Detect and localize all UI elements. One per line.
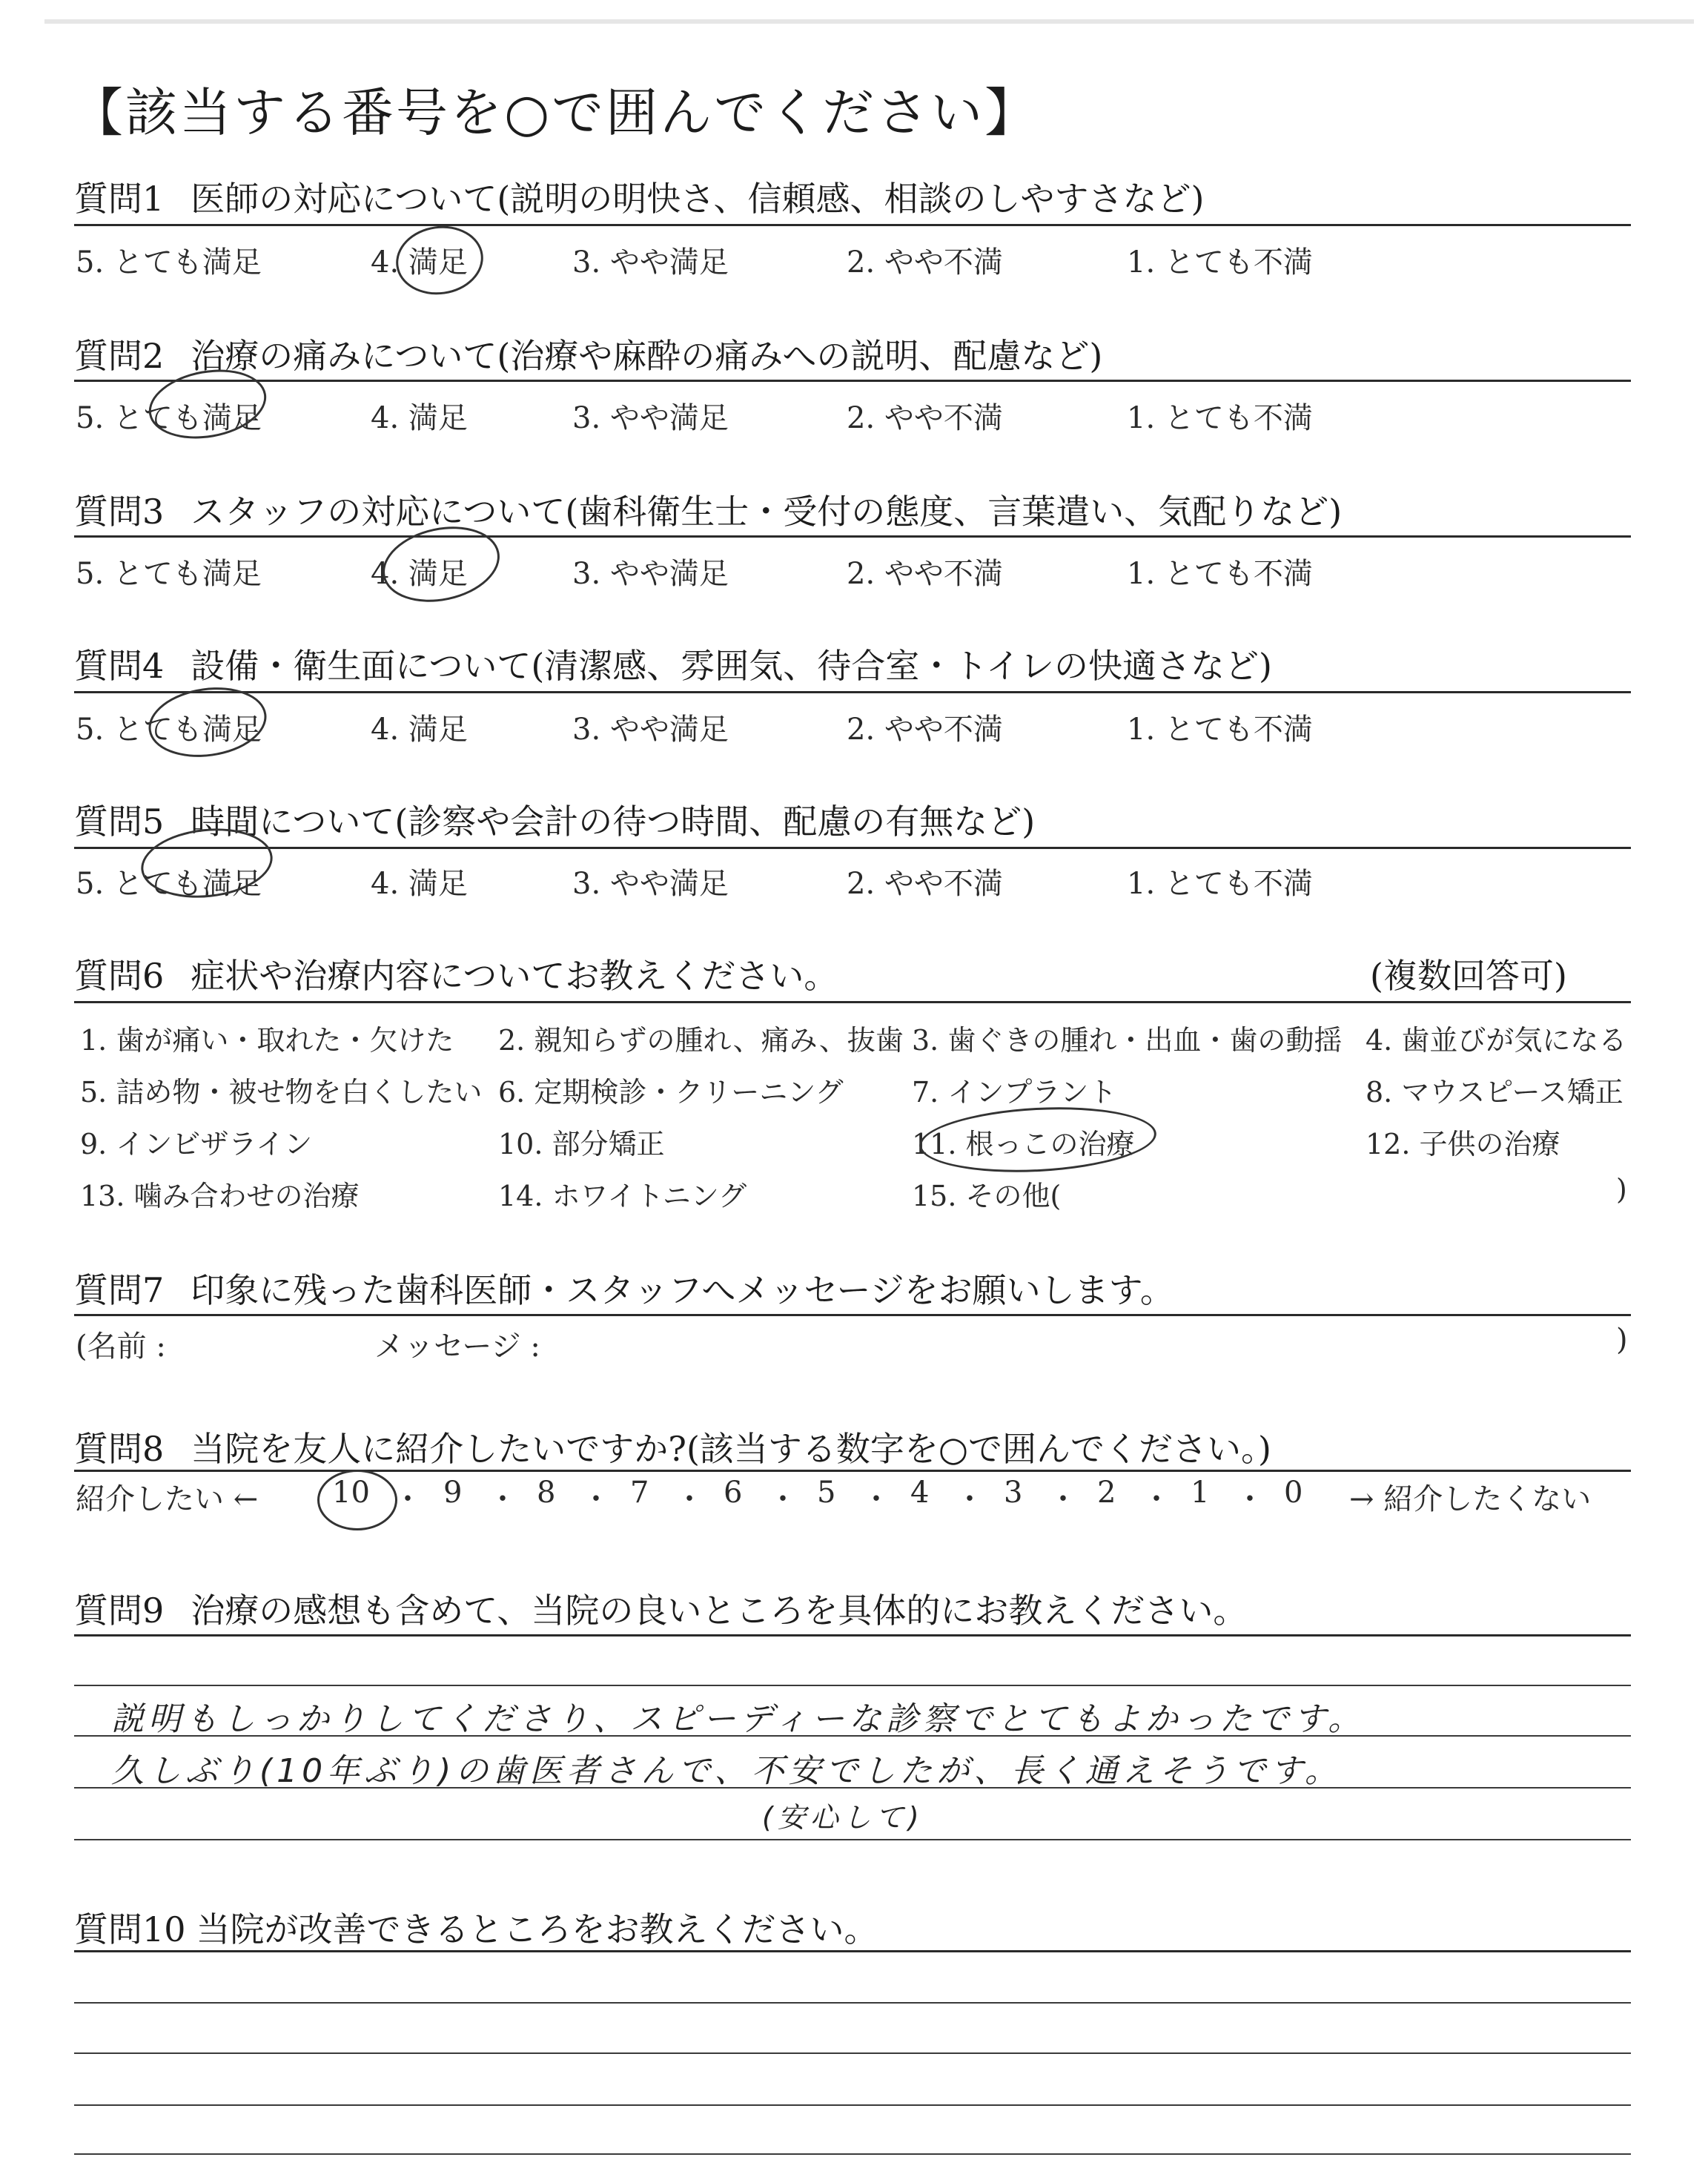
scale-dot: ・ — [768, 1482, 798, 1516]
q5-option-3[interactable]: 3. やや満足 — [572, 867, 729, 901]
top-edge — [44, 19, 1694, 24]
q6-option-12[interactable]: 12. 子供の治療 — [1366, 1128, 1560, 1160]
selection-circle — [317, 1470, 397, 1530]
q6-option-7[interactable]: 7. インプラント — [912, 1076, 1117, 1109]
handwritten-answer-line-3: (安心して) — [762, 1801, 924, 1834]
q4-option-5[interactable]: 5. とても満足 — [76, 713, 262, 747]
q6-option-3[interactable]: 3. 歯ぐきの腫れ・出血・歯の動揺 — [912, 1024, 1343, 1057]
question-text: 治療の痛みについて(治療や麻酔の痛みへの説明、配慮など) — [191, 336, 1103, 376]
scale-left-label: 紹介したい ← — [76, 1482, 259, 1516]
scale-10[interactable]: 10 — [332, 1476, 370, 1510]
q4-option-4[interactable]: 4. 満足 — [371, 713, 468, 747]
q3-option-4[interactable]: 4. 満足 — [371, 557, 468, 591]
q1-option-5[interactable]: 5. とても満足 — [76, 245, 262, 280]
question-7 — [74, 1264, 1174, 1312]
question-number: 質問1 — [74, 179, 165, 219]
selection-circle — [918, 1102, 1158, 1178]
q6-option-14[interactable]: 14. ホワイトニング — [498, 1180, 747, 1212]
scale-right-label: → 紹介したくない — [1349, 1482, 1592, 1516]
q6-option-4[interactable]: 4. 歯並びが気になる — [1366, 1024, 1627, 1057]
question-number: 質問8 — [74, 1429, 165, 1469]
q4-option-2[interactable]: 2. やや不満 — [847, 713, 1003, 747]
question-text: 当院が改善できるところをお教えください。 — [196, 1909, 878, 1949]
scale-dot: ・ — [675, 1482, 704, 1516]
scale-dot: ・ — [488, 1482, 517, 1516]
question-6 — [74, 949, 838, 998]
question-number: 質問4 — [74, 646, 165, 686]
answer-line — [74, 1685, 1631, 1686]
scale-3[interactable]: 3 — [1004, 1476, 1023, 1510]
q5-option-4[interactable]: 4. 満足 — [371, 867, 468, 901]
q6-other-close: ) — [1616, 1173, 1627, 1206]
question-text: 設備・衛生面について(清潔感、雰囲気、待合室・トイレの快適さなど) — [191, 646, 1272, 686]
q6-option-9[interactable]: 9. インビザライン — [80, 1128, 313, 1160]
question-3 — [74, 485, 1342, 534]
answer-line — [74, 2002, 1631, 2004]
question-10 — [74, 1903, 878, 1952]
q2-option-2[interactable]: 2. やや不満 — [847, 401, 1003, 435]
question-9 — [74, 1584, 1247, 1633]
q6-option-8[interactable]: 8. マウスピース矯正 — [1366, 1076, 1623, 1109]
question-text: 医師の対応について(説明の明快さ、信頼感、相談のしやすさなど) — [191, 179, 1205, 219]
handwritten-answer-line-2: 久しぶり(10年ぶり)の歯医者さんで、不安でしたが、長く通えそうです。 — [111, 1752, 1342, 1790]
scale-dot: ・ — [1235, 1482, 1265, 1516]
question-text: 症状や治療内容についてお教えください。 — [191, 956, 838, 996]
divider — [74, 847, 1631, 849]
handwritten-answer-line-1: 説明もしっかりしてくださり、スピーディーな診察でとてもよかったです。 — [111, 1700, 1366, 1738]
name-label: (名前 : — [76, 1330, 166, 1364]
scale-7[interactable]: 7 — [630, 1476, 649, 1510]
q6-option-13[interactable]: 13. 噛み合わせの治療 — [80, 1180, 360, 1212]
divider — [74, 224, 1631, 226]
question-1 — [74, 172, 1204, 221]
answer-line — [74, 1839, 1631, 1840]
question-number: 質問6 — [74, 956, 165, 996]
scale-6[interactable]: 6 — [724, 1476, 743, 1510]
scale-2[interactable]: 2 — [1097, 1476, 1116, 1510]
question-8 — [74, 1422, 1271, 1471]
q6-option-6[interactable]: 6. 定期検診・クリーニング — [498, 1076, 844, 1109]
multiple-answers-note: (複数回答可) — [1370, 956, 1567, 996]
q2-option-3[interactable]: 3. やや満足 — [572, 401, 729, 435]
question-number: 質問10 — [74, 1909, 186, 1949]
q3-option-5[interactable]: 5. とても満足 — [76, 557, 262, 591]
message-label: メッセージ : — [374, 1330, 540, 1364]
q6-option-10[interactable]: 10. 部分矯正 — [498, 1128, 665, 1160]
scale-8[interactable]: 8 — [537, 1476, 556, 1510]
question-number: 質問2 — [74, 336, 165, 376]
scale-dot: ・ — [393, 1482, 423, 1516]
q6-option-15[interactable]: 15. その他( — [912, 1180, 1062, 1212]
question-text: 印象に残った歯科医師・スタッフへメッセージをお願いします。 — [191, 1270, 1174, 1310]
q2-option-1[interactable]: 1. とても不満 — [1127, 401, 1313, 435]
question-number: 質問3 — [74, 492, 165, 532]
divider — [74, 1314, 1631, 1316]
q5-option-2[interactable]: 2. やや不満 — [847, 867, 1003, 901]
answer-line — [74, 2052, 1631, 2054]
question-4 — [74, 639, 1272, 688]
scale-4[interactable]: 4 — [910, 1476, 930, 1510]
question-number: 質問9 — [74, 1591, 165, 1631]
q4-option-1[interactable]: 1. とても不満 — [1127, 713, 1313, 747]
question-text: 時間について(診察や会計の待つ時間、配慮の有無など) — [191, 802, 1036, 842]
message-close: ) — [1616, 1323, 1628, 1357]
q3-option-3[interactable]: 3. やや満足 — [572, 557, 729, 591]
scale-dot: ・ — [1142, 1482, 1171, 1516]
scale-1[interactable]: 1 — [1191, 1476, 1210, 1510]
q1-option-3[interactable]: 3. やや満足 — [572, 245, 729, 280]
divider — [74, 535, 1631, 538]
scale-dot: ・ — [861, 1482, 891, 1516]
q6-option-1[interactable]: 1. 歯が痛い・取れた・欠けた — [80, 1024, 454, 1057]
answer-line — [74, 2104, 1631, 2106]
q2-option-4[interactable]: 4. 満足 — [371, 401, 468, 435]
scale-9[interactable]: 9 — [443, 1476, 463, 1510]
divider — [74, 1470, 1631, 1472]
question-text: 治療の感想も含めて、当院の良いところを具体的にお教えください。 — [191, 1591, 1248, 1631]
q1-option-1[interactable]: 1. とても不満 — [1127, 245, 1313, 280]
question-number: 質問7 — [74, 1270, 165, 1310]
answer-line — [74, 2153, 1631, 2155]
selection-circle — [391, 220, 488, 300]
scale-0[interactable]: 0 — [1284, 1476, 1303, 1510]
q6-option-11[interactable]: 11. 根っこの治療 — [912, 1128, 1135, 1160]
divider — [74, 1950, 1631, 1952]
question-number: 質問5 — [74, 802, 165, 842]
divider — [74, 691, 1631, 693]
divider — [74, 1634, 1631, 1636]
page-title: 【該当する番号を○で囲んでください】 — [71, 82, 1039, 143]
scale-5[interactable]: 5 — [817, 1476, 836, 1510]
question-text: スタッフの対応について(歯科衛生士・受付の態度、言葉遣い、気配りなど) — [191, 492, 1343, 532]
q3-option-1[interactable]: 1. とても不満 — [1127, 557, 1313, 591]
q5-option-1[interactable]: 1. とても不満 — [1127, 867, 1313, 901]
scale-dot: ・ — [581, 1482, 611, 1516]
q4-option-3[interactable]: 3. やや満足 — [572, 713, 729, 747]
divider — [74, 1001, 1631, 1003]
q2-option-5[interactable]: 5. とても満足 — [76, 401, 262, 435]
question-text: 当院を友人に紹介したいですか?(該当する数字を○で囲んでください。) — [191, 1429, 1271, 1469]
q1-option-2[interactable]: 2. やや不満 — [847, 245, 1003, 280]
q5-option-5[interactable]: 5. とても満足 — [76, 867, 262, 901]
divider — [74, 380, 1631, 382]
q1-option-4[interactable]: 4. 満足 — [371, 245, 468, 280]
scale-dot: ・ — [1048, 1482, 1078, 1516]
q3-option-2[interactable]: 2. やや不満 — [847, 557, 1003, 591]
scale-dot: ・ — [955, 1482, 984, 1516]
q6-option-5[interactable]: 5. 詰め物・被せ物を白くしたい — [80, 1076, 483, 1109]
q6-option-2[interactable]: 2. 親知らずの腫れ、痛み、抜歯 — [498, 1024, 904, 1057]
